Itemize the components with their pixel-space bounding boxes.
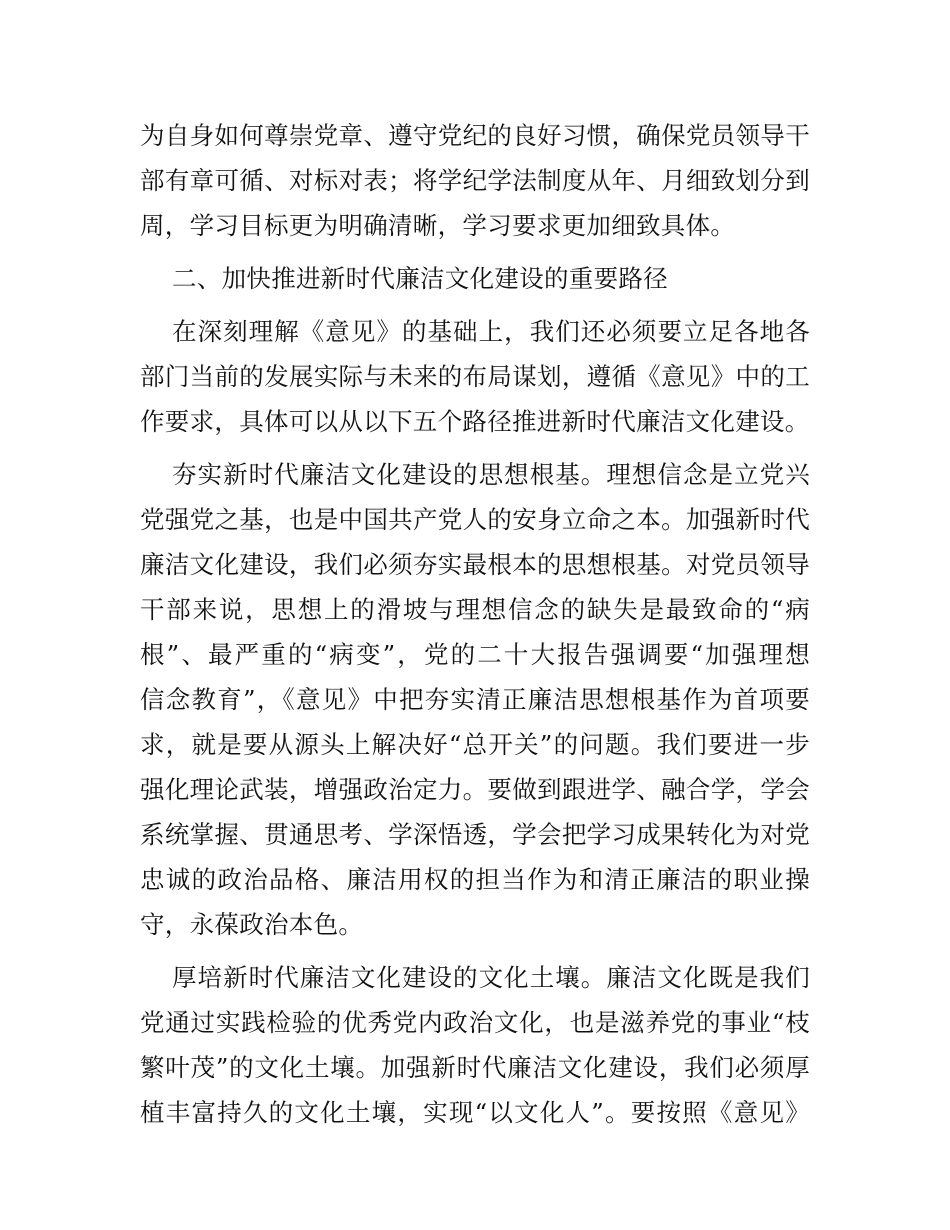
text-line: 繁叶茂”的文化土壤。加强新时代廉洁文化建设，我们必须厚 <box>140 1053 810 1082</box>
paragraph <box>140 113 810 248</box>
text-line: 夯实新时代廉洁文化建设的思想根基。理想信念是立党兴 <box>172 460 810 489</box>
section-heading <box>140 256 810 301</box>
text-line: 在深刻理解《意见》的基础上，我们还必须要立足各地各 <box>172 317 810 346</box>
text-line: 为自身如何尊崇党章、遵守党纪的良好习惯，确保党员领导干 <box>140 121 810 150</box>
paragraph <box>140 955 810 1135</box>
text-line: 周，学习目标更为明确清晰，学习要求更加细致具体。 <box>140 211 736 240</box>
text-line: 部门当前的发展实际与未来的布局谋划，遵循《意见》中的工 <box>140 362 810 391</box>
paragraph <box>140 452 810 947</box>
text-line: 系统掌握、贯通思考、学深悟透，学会把学习成果转化为对党 <box>140 820 810 849</box>
text-line: 强化理论武装，增强政治定力。要做到跟进学、融合学，学会 <box>140 775 810 804</box>
paragraph <box>140 309 810 444</box>
text-line: 作要求，具体可以从以下五个路径推进新时代廉洁文化建设。 <box>140 407 810 436</box>
text-line: 信念教育”，《意见》中把夯实清正廉洁思想根基作为首项要 <box>140 685 810 714</box>
text-line: 求，就是要从源头上解决好“总开关”的问题。我们要进一步 <box>140 730 810 759</box>
text-line: 部有章可循、对标对表；将学纪学法制度从年、月细致划分到 <box>140 166 810 195</box>
heading-line: 二、加快推进新时代廉洁文化建设的重要路径 <box>172 264 668 293</box>
text-line: 干部来说，思想上的滑坡与理想信念的缺失是最致命的“病 <box>140 595 810 624</box>
text-line: 植丰富持久的文化土壤，实现“以文化人”。要按照《意见》 <box>140 1098 810 1127</box>
text-line: 党通过实践检验的优秀党内政治文化，也是滋养党的事业“枝 <box>140 1008 810 1037</box>
text-line: 党强党之基，也是中国共产党人的安身立命之本。加强新时代 <box>140 505 810 534</box>
text-line: 守，永葆政治本色。 <box>140 910 364 939</box>
text-line: 廉洁文化建设，我们必须夯实最根本的思想根基。对党员领导 <box>140 550 810 579</box>
text-line: 厚培新时代廉洁文化建设的文化土壤。廉洁文化既是我们 <box>172 963 810 992</box>
text-line: 忠诚的政治品格、廉洁用权的担当作为和清正廉洁的职业操 <box>140 865 810 894</box>
text-line: 根”、最严重的“病变”，党的二十大报告强调要“加强理想 <box>140 640 810 669</box>
document-body <box>140 113 810 1135</box>
